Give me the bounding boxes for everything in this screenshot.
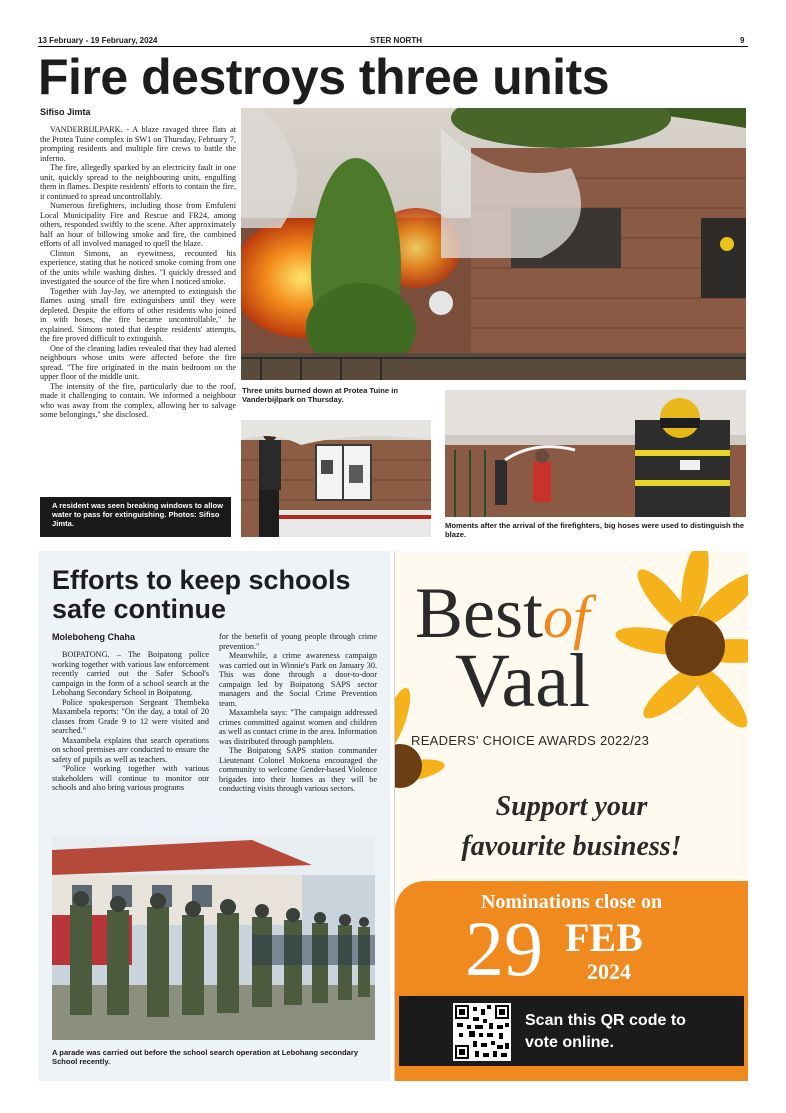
ad-qr-line1: Scan this QR code to xyxy=(525,1012,686,1029)
article1-paragraph: Numerous firefighters, including those from Emfuleni Local Municipality Fire and Rescue and FR24, among others, responded swiftly to the scene. After approximately half an hour of billowing smoke and fire, the combined efforts of all involved managed to quell the blaze. xyxy=(40,201,236,248)
article1-paragraph: The intensity of the fire, particularly due to the roof, made it challenging to contain. We informed a neighbour who was away from the complex, allowing her to salvage some belongings," she disclosed. xyxy=(40,381,236,419)
article1-paragraph: Together with Jay-Jay, we attempted to extinguish the flames using small fire extinguishers until they were depleted. Despite the efforts of other residents who joined in with hoses, the fire became uncontrollable," he explained. Simons noted that despite residents' attempts, the fire proved difficult to extinguish. xyxy=(40,286,236,343)
article2-headline: Efforts to keep schools safe continue xyxy=(52,565,351,624)
police-parade-photo-icon xyxy=(52,835,375,1040)
burning-building-photo-icon xyxy=(241,108,746,380)
header-page-number: 9 xyxy=(740,36,745,45)
article1-body xyxy=(40,125,236,420)
article1-paragraph: One of the cleaning ladies revealed that they had alerted neighbours whose units were affected before the fire spread. "The fire originated in the main bedroom on the upper floor of the middle unit. xyxy=(40,343,236,381)
ad-logo-best: Best xyxy=(415,573,544,653)
main-photo-caption: Three units burned down at Protea Tuine in Vanderbijlpark on Thursday. xyxy=(242,386,398,404)
article2-byline: Moleboheng Chaha xyxy=(52,632,135,642)
ad-subtitle: READERS' CHOICE AWARDS 2022/23 xyxy=(411,733,650,748)
man-breaking-window-photo-icon xyxy=(241,420,431,537)
ad-slogan-line2: favourite business! xyxy=(461,831,682,862)
header-rule xyxy=(38,46,748,47)
ad-slogan-line1: Support your xyxy=(495,791,648,822)
article1-byline: Sifiso Jimta xyxy=(40,107,91,117)
article2-col1 xyxy=(52,650,209,793)
ad-month: FEB xyxy=(565,915,643,960)
best-of-vaal-ad[interactable] xyxy=(394,551,748,1081)
article2-paragraph: BOIPATONG. – The Boipatong police working together with various law enforcement recently carried out the Safer School's campaign in the form of a school search at the Lebohang Secondary School in Boipatong. xyxy=(52,650,209,697)
header-date: 13 February - 19 February, 2024 xyxy=(38,36,158,45)
ad-year: 2024 xyxy=(587,959,631,984)
article2-paragraph: "Police working together with various stakeholders will continue to monitor our schools and also bring various programs xyxy=(52,764,209,792)
qr-code-icon[interactable] xyxy=(453,1003,511,1061)
article2-col2 xyxy=(219,632,377,794)
article1-paragraph: The fire, allegedly sparked by an electricity fault in one unit, quickly spread to the neighbouring units, engulfing them in flames. Despite residents' efforts to contain the fire, it continued to spread uncontrollably. xyxy=(40,163,236,201)
ad-logo-of: of xyxy=(543,584,590,650)
ad-nominations-text: Nominations close on xyxy=(480,891,663,913)
hoses-photo-caption: Moments after the arrival of the firefighters, big hoses were used to distinguish the blaze. xyxy=(445,521,745,539)
ad-qr-line2: vote online. xyxy=(525,1034,614,1051)
article2-paragraph: Maxambela explains that search operations on school premises are conducted to ensure the safety of pupils as well as teachers. xyxy=(52,735,209,764)
article1-paragraph: Clinton Simons, an eyewitness, recounted his experience, stating that he noticed smoke coming from one of the units while washing dishes. "I quickly dressed and investigated the source of the fire when I noticed smoke. xyxy=(40,248,236,286)
article2-paragraph: for the benefit of young people through crime prevention." xyxy=(219,632,377,651)
article1-paragraph: VANDERBIJLPARK. - A blaze ravaged three flats at the Protea Tuine complex in SW1 on Thursday, February 7, prompting residents and multiple fire crews to battle the inferno. xyxy=(40,125,236,163)
article2-paragraph: Maxambela says: "The campaign addressed crimes committed against women and children as well as contact crime in the area. Information was distributed through pamphlets. xyxy=(219,708,377,746)
window-photo-caption: A resident was seen breaking windows to allow water to pass for extinguishing. Photos: Sifiso Jimta. xyxy=(40,497,231,537)
article1-headline: Fire destroys three units xyxy=(38,49,609,105)
ad-logo-vaal: Vaal xyxy=(455,639,591,723)
parade-photo-caption: A parade was carried out before the school search operation at Lebohang secondary School recently. xyxy=(52,1048,359,1066)
firefighters-hose-photo-icon xyxy=(445,390,746,517)
article2-paragraph: Police spokesperson Sergeant Thembeka Maxambela reports: "On the day, a total of 20 classes from Grade 9 to 12 were visited and searched." xyxy=(52,697,209,735)
header-publication: STER NORTH xyxy=(370,36,422,45)
ad-qr-panel xyxy=(399,996,744,1066)
ad-day: 29 xyxy=(465,905,543,992)
article2-paragraph: The Boipatong SAPS station commander Lieutenant Colonel Mokoena encouraged the community to welcome Gender-based Violence brigades into their homes as they will be conducting visits through various sectors. xyxy=(219,746,377,793)
article2-paragraph: Meanwhile, a crime awareness campaign was carried out in Winnie's Park on January 30. This was done through a door-to-door campaign led by Boipatong SAPS sector managers and the Social Crime Prevention team. xyxy=(219,651,377,708)
